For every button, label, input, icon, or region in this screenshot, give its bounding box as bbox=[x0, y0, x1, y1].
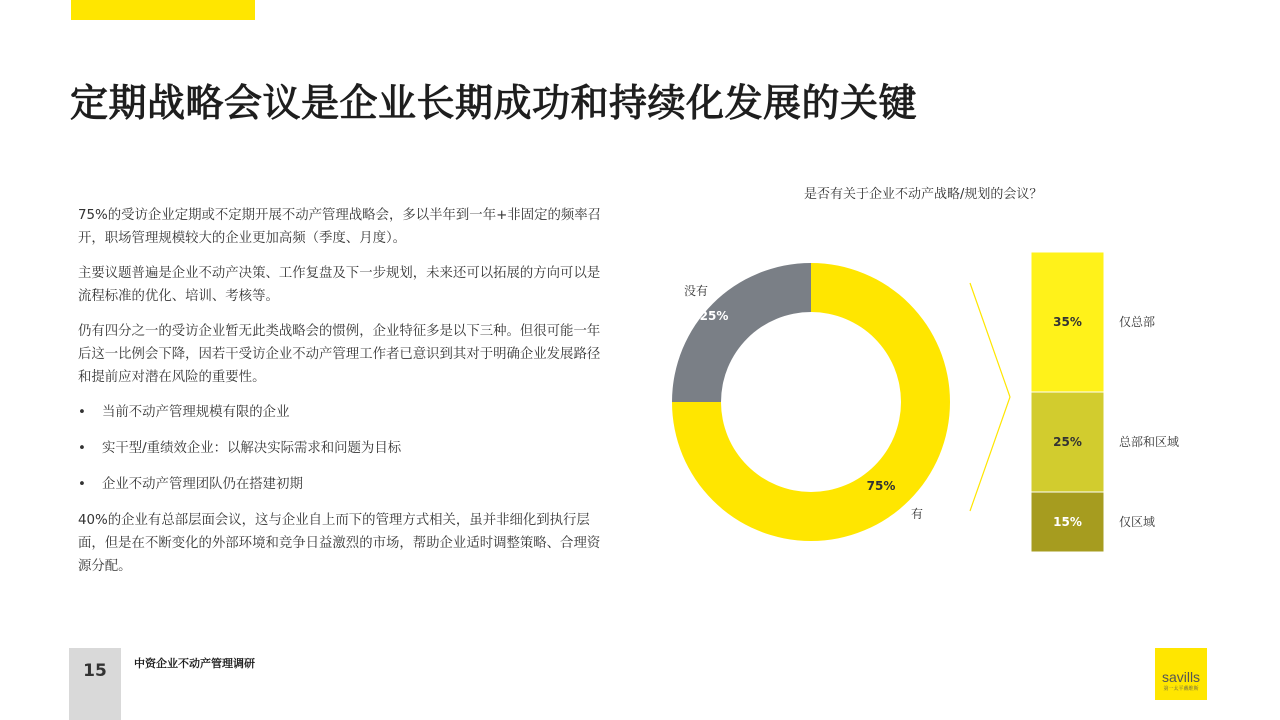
page-number: 15 bbox=[83, 661, 107, 681]
page-number-box bbox=[69, 648, 121, 720]
stack-value-label: 25% bbox=[1053, 435, 1082, 449]
paragraph-closing: 40%的企业有总部层面会议，这与企业自上而下的管理方式相关，虽并非细化到执行层面，但是在不断变化的外部环境和竞争日益激烈的市场，帮助企业适时调整策略、合理资源分配。 bbox=[78, 513, 601, 574]
breakdown-connector bbox=[970, 283, 1010, 511]
stack-category-label: 仅总部 bbox=[1119, 315, 1156, 329]
bullet-item bbox=[78, 401, 606, 424]
bullet-item bbox=[78, 473, 606, 496]
bullet-text: 当前不动产管理规模有限的企业 bbox=[102, 405, 290, 420]
chart-title: 是否有关于企业不动产战略/规划的会议？ bbox=[804, 187, 1043, 202]
stack-value-label: 35% bbox=[1053, 315, 1082, 329]
bullet-marker: • bbox=[78, 441, 86, 456]
donut-value-label: 75% bbox=[866, 479, 896, 493]
bullet-text: 实干型/重绩效企业：以解决实际需求和问题为目标 bbox=[102, 441, 402, 456]
bullet-text: 企业不动产管理团队仍在搭建初期 bbox=[102, 477, 303, 492]
stack-category-label: 总部和区域 bbox=[1119, 435, 1180, 449]
bullet-marker: • bbox=[78, 477, 86, 492]
paragraph-2: 主要议题普遍是企业不动产决策、工作复盘及下一步规划，未来还可以拓展的方向可以是流程标准的优化、培训、考核等。 bbox=[78, 266, 601, 304]
stack-value-label: 15% bbox=[1053, 515, 1082, 529]
donut-value-label: 25% bbox=[699, 309, 729, 323]
donut-category-label: 有 bbox=[910, 507, 924, 521]
logo-word: savills bbox=[1161, 669, 1201, 685]
savills-logo bbox=[1155, 648, 1207, 700]
paragraph-1: 75%的受访企业定期或不定期开展不动产管理战略会，多以半年到一年+非固定的频率召开，职场管理规模较大的企业更加高频（季度、月度）。 bbox=[78, 208, 602, 246]
bullet-item bbox=[78, 437, 606, 460]
bullet-marker: • bbox=[78, 405, 86, 420]
chart-area bbox=[660, 240, 1220, 570]
stacked-bar-chart bbox=[1031, 252, 1179, 552]
body-text bbox=[78, 204, 606, 590]
donut-chart bbox=[672, 263, 950, 541]
report-title: 中资企业不动产管理调研 bbox=[134, 657, 255, 670]
page-title: 定期战略会议是企业长期成功和持续化发展的关键 bbox=[70, 81, 918, 125]
paragraph-3: 仍有四分之一的受访企业暂无此类战略会的惯例，企业特征多是以下三种。但很可能一年后这一比例会下降，因若干受访企业不动产管理工作者已意识到其对于明确企业发展路径和提前应对潜在风险的重要性。 bbox=[78, 324, 601, 385]
stack-category-label: 仅区域 bbox=[1119, 515, 1156, 529]
top-accent-bar bbox=[71, 0, 255, 20]
donut-category-label: 没有 bbox=[683, 284, 709, 298]
logo-subtitle: 第一太平戴维斯 bbox=[1163, 686, 1199, 692]
